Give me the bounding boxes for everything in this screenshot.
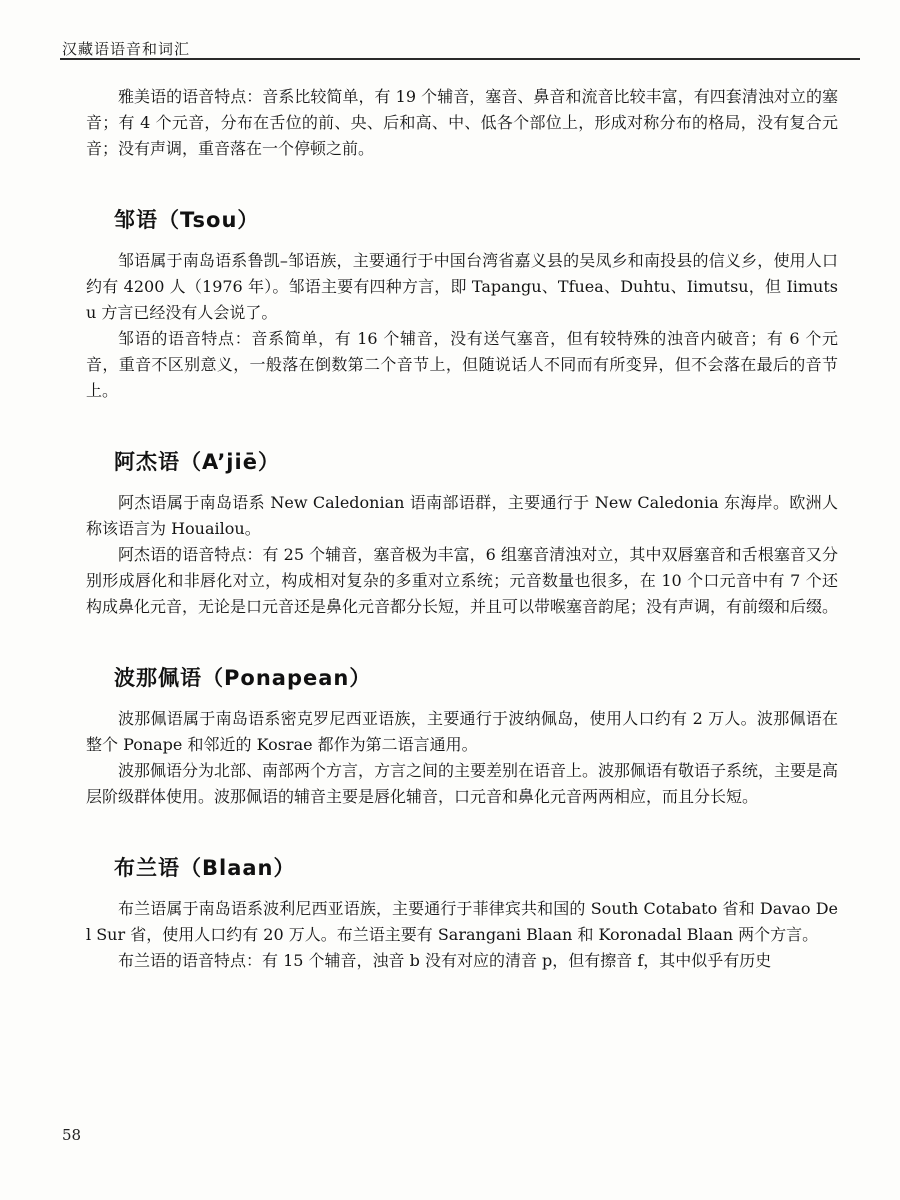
blaan-paragraph-2: 布兰语的语音特点：有 15 个辅音，浊音 b 没有对应的清音 p，但有擦音 f，其中似乎有历史 <box>118 951 772 970</box>
tsou-paragraph-1: 邹语属于南岛语系鲁凯–邹语族，主要通行于中国台湾省嘉义县的吴凤乡和南投县的信义乡，使用人口约有 4200 人（1976 年）。邹语主要有四种方言，即 Tapangu、Tfuea、Duhtu、Iimutsu，但 Iimutsu 方言已经没有人会说了。 <box>86 251 838 322</box>
section-title-tsou: 邹语（Tsou） <box>114 208 260 232</box>
running-header: 汉藏语语音和词汇 <box>62 40 191 58</box>
page-body <box>86 84 838 974</box>
tsou-paragraph-2: 邹语的语音特点：音系简单，有 16 个辅音，没有送气塞音，但有较特殊的浊音内破音；有 6 个元音，重音不区别意义，一般落在倒数第二个音节上，但随说话人不同而有所变异，但不会落在最后的音节上。 <box>86 329 838 400</box>
ajie-paragraph-1: 阿杰语属于南岛语系 New Caledonian 语南部语群，主要通行于 New Caledonia 东海岸。欧洲人称该语言为 Houailou。 <box>86 493 838 538</box>
intro-paragraph: 雅美语的语音特点：音系比较简单，有 19 个辅音，塞音、鼻音和流音比较丰富，有四套清浊对立的塞音；有 4 个元音，分布在舌位的前、央、后和高、中、低各个部位上，形成对称分布的格局，没有复合元音；没有声调，重音落在一个停顿之前。 <box>86 87 838 158</box>
blaan-paragraph-1: 布兰语属于南岛语系波利尼西亚语族，主要通行于菲律宾共和国的 South Cotabato 省和 Davao Del Sur 省，使用人口约有 20 万人。布兰语主要有 Sarangani Blaan 和 Koronadal Blaan 两个方言。 <box>86 899 838 944</box>
section-title-blaan: 布兰语（Blaan） <box>114 856 296 880</box>
ponapean-paragraph-2: 波那佩语分为北部、南部两个方言，方言之间的主要差别在语音上。波那佩语有敬语子系统，主要是高层阶级群体使用。波那佩语的辅音主要是唇化辅音，口元音和鼻化元音两两相应，而且分长短。 <box>86 761 839 806</box>
page-number: 58 <box>62 1126 82 1144</box>
header-rule <box>60 58 860 60</box>
section-title-ajie: 阿杰语（A’jiē） <box>114 450 280 474</box>
section-title-ponapean: 波那佩语（Ponapean） <box>114 666 372 690</box>
ponapean-paragraph-1: 波那佩语属于南岛语系密克罗尼西亚语族，主要通行于波纳佩岛，使用人口约有 2 万人。波那佩语在整个 Ponape 和邻近的 Kosrae 都作为第二语言通用。 <box>86 709 838 754</box>
ajie-paragraph-2: 阿杰语的语音特点：有 25 个辅音，塞音极为丰富，6 组塞音清浊对立，其中双唇塞音和舌根塞音又分别形成唇化和非唇化对立，构成相对复杂的多重对立系统；元音数量也很多，在 10 个口元音中有 7 个还构成鼻化元音，无论是口元音还是鼻化元音都分长短，并且可以带喉塞音韵尾；没有声调，有前缀和后缀。 <box>86 545 839 616</box>
